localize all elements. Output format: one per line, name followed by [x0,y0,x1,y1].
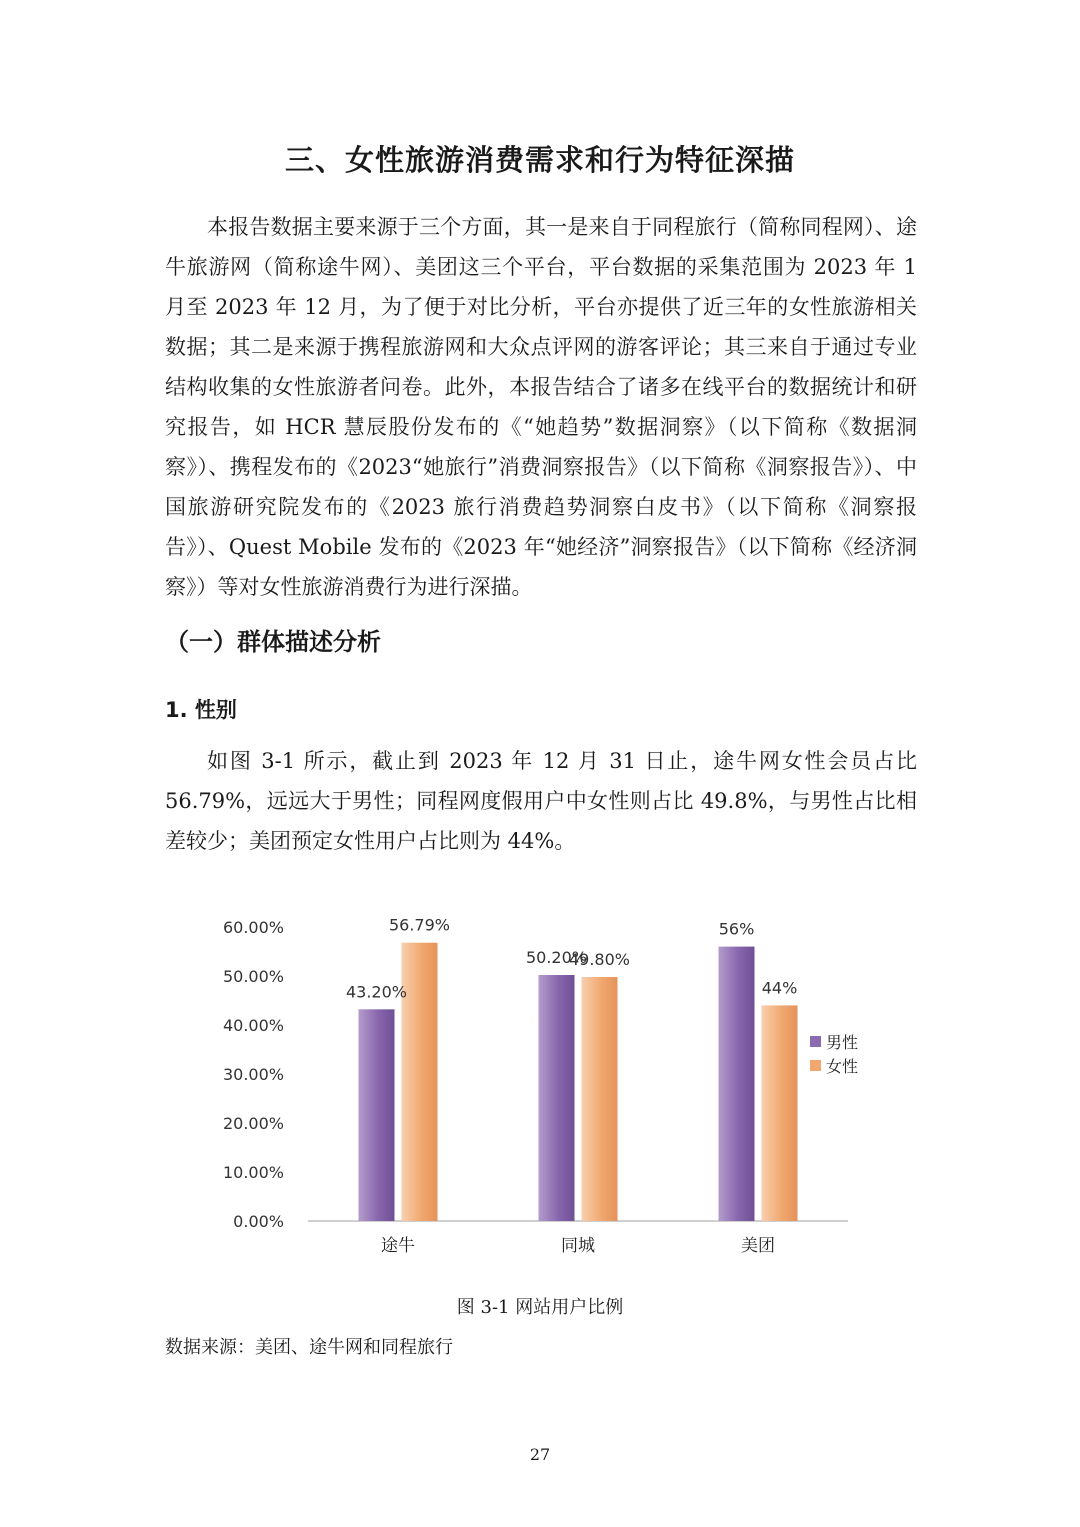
data-label: 43.20% [345,982,408,1002]
bar-male [719,947,755,1221]
bar-female [582,977,618,1221]
intro-paragraph: 本报告数据主要来源于三个方面，其一是来自于同程旅行（简称同程网）、途牛旅游网（简称途牛网）、美团这三个平台，平台数据的采集范围为 2023 年 1 月至 2023 年 12 月，为了便于对比分析，平台亦提供了近三年的女性旅游相关数据；其二是来源于携程旅游网和大众点评网的游客评论；其三来自于通过专业结构收集的女性旅游者问卷。此外，本报告结合了诸多在线平台的数据统计和研究报告，如 HCR 慧辰股份发布的《“她趋势”数据洞察》（以下简称《数据洞察》）、携程发布的《2023“她旅行”消费洞察报告》（以下简称《洞察报告》）、中国旅游研究院发布的《2023 旅行消费趋势洞察白皮书》（以下简称《洞察报告》）、Quest Mobile 发布的《2023 年“她经济”洞察报告》（以下简称《经济洞察》）等对女性旅游消费行为进行深描。 [165,215,917,599]
section-title: （一）群体描述分析 [165,628,381,656]
legend-label: 男性 [826,1033,859,1052]
data-label: 50.20% [525,948,588,968]
legend-label: 女性 [826,1057,859,1076]
bar-female [762,1005,798,1221]
data-label: 44% [761,978,798,998]
x-axis [381,1236,775,1256]
bar-male [359,1009,395,1221]
bar-male [539,975,575,1221]
gender-paragraph: 如图 3-1 所示，截止到 2023 年 12 月 31 日止，途牛网女性会员占比 56.79%，远远大于男性；同程网度假用户中女性则占比 49.8%，与男性占比相差较少；美团预定女性用户占比则为 44%。 [165,749,917,853]
y-tick-label: 10.00% [222,1163,284,1182]
y-tick-label: 60.00% [222,918,284,937]
legend [810,1033,858,1076]
legend-swatch [810,1036,821,1047]
bars [359,943,798,1221]
y-tick-label: 20.00% [222,1114,284,1133]
data-label: 49.80% [568,949,631,969]
y-tick-label: 40.00% [222,1016,284,1035]
chapter-title: 三、女性旅游消费需求和行为特征深描 [284,143,795,177]
gender-bar-chart [210,890,880,1270]
legend-swatch [810,1060,821,1071]
y-tick-label: 30.00% [222,1065,284,1084]
x-category-label: 美团 [741,1236,775,1256]
subsection-title: 1. 性别 [165,698,237,722]
y-tick-label: 0.00% [233,1212,284,1231]
y-tick-label: 50.00% [222,967,284,986]
x-category-label: 途牛 [381,1236,415,1256]
x-category-label: 同城 [561,1236,595,1256]
data-label: 56.79% [388,915,451,935]
source-note: 数据来源：美团、途牛网和同程旅行 [165,1337,453,1358]
page-number: 27 [529,1445,551,1464]
data-label: 56% [718,919,755,939]
chart-svg [210,890,880,1270]
figure-caption: 图 3-1 网站用户比例 [456,1297,624,1318]
